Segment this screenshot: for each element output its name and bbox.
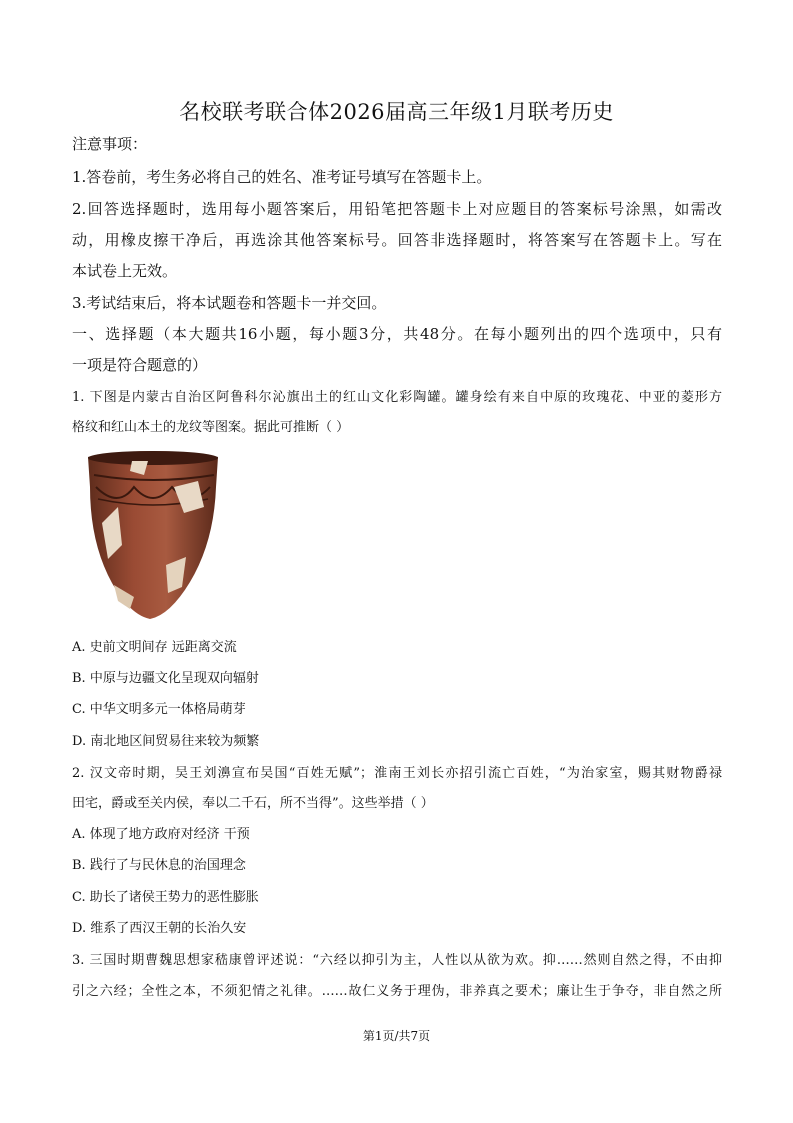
notice-item: 2.回答选择题时，选用每小题答案后，用铅笔把答题卡上对应题目的答案标号涂黑，如需改 [72, 200, 722, 218]
option-c: C. 助长了诸侯王势力的恶性膨胀 [72, 890, 259, 905]
option-c: C. 中华文明多元一体格局萌芽 [72, 702, 246, 717]
question-stem: 1. 下图是内蒙古自治区阿鲁科尔沁旗出土的红山文化彩陶罐。罐身绘有来自中原的玫瑰花、中亚的菱形方 [72, 390, 722, 405]
option-b: B. 中原与边疆文化呈现双向辐射 [72, 671, 259, 686]
notice-item: 1.答卷前，考生务必将自己的姓名、准考证号填写在答题卡上。 [72, 168, 492, 186]
question-stem: 2. 汉文帝时期，吴王刘濞宣布吴国“百姓无赋”；淮南王刘长亦招引流亡百姓，“为治家室，赐其财物爵禄 [72, 766, 722, 781]
question-stem: 引之六经；全性之本，不须犯情之礼律。……故仁义务于理伪，非养真之要术；廉让生于争夺，非自然之所 [72, 984, 722, 999]
option-a: A. 体现了地方政府对经济 干预 [72, 827, 250, 842]
question-stem: 格纹和红山本土的龙纹等图案。据此可推断（ ） [72, 420, 350, 435]
notice-item: 动，用橡皮擦干净后，再选涂其他答案标号。回答非选择题时，将答案写在答题卡上。写在 [72, 231, 722, 249]
option-d: D. 维系了西汉王朝的长治久安 [72, 921, 247, 936]
page-number: 第1页/共7页 [362, 1029, 431, 1043]
notice-item: 本试卷上无效。 [72, 262, 178, 280]
notice-heading: 注意事项： [72, 135, 148, 153]
option-b: B. 践行了与民休息的治国理念 [72, 858, 246, 873]
question-stem: 3. 三国时期曹魏思想家嵇康曾评述说：“六经以抑引为主，人性以从欲为欢。抑……然则自然之得，不由抑 [72, 953, 722, 968]
page-title: 名校联考联合体2026届高三年级1月联考历史 [179, 100, 614, 124]
question-stem: 田宅，爵或至关内侯，奉以二千石，所不当得”。这些举措（ ） [72, 796, 434, 811]
section-heading: 一项是符合题意的） [72, 356, 208, 374]
section-heading: 一、选择题（本大题共16小题，每小题3分，共48分。在每小题列出的四个选项中，只有 [72, 325, 722, 343]
option-a: A. 史前文明间存 远距离交流 [72, 640, 237, 655]
notice-item: 3.考试结束后，将本试题卷和答题卡一并交回。 [72, 294, 387, 312]
option-d: D. 南北地区间贸易往来较为频繁 [72, 734, 260, 749]
pottery-jar-photo [78, 447, 228, 625]
